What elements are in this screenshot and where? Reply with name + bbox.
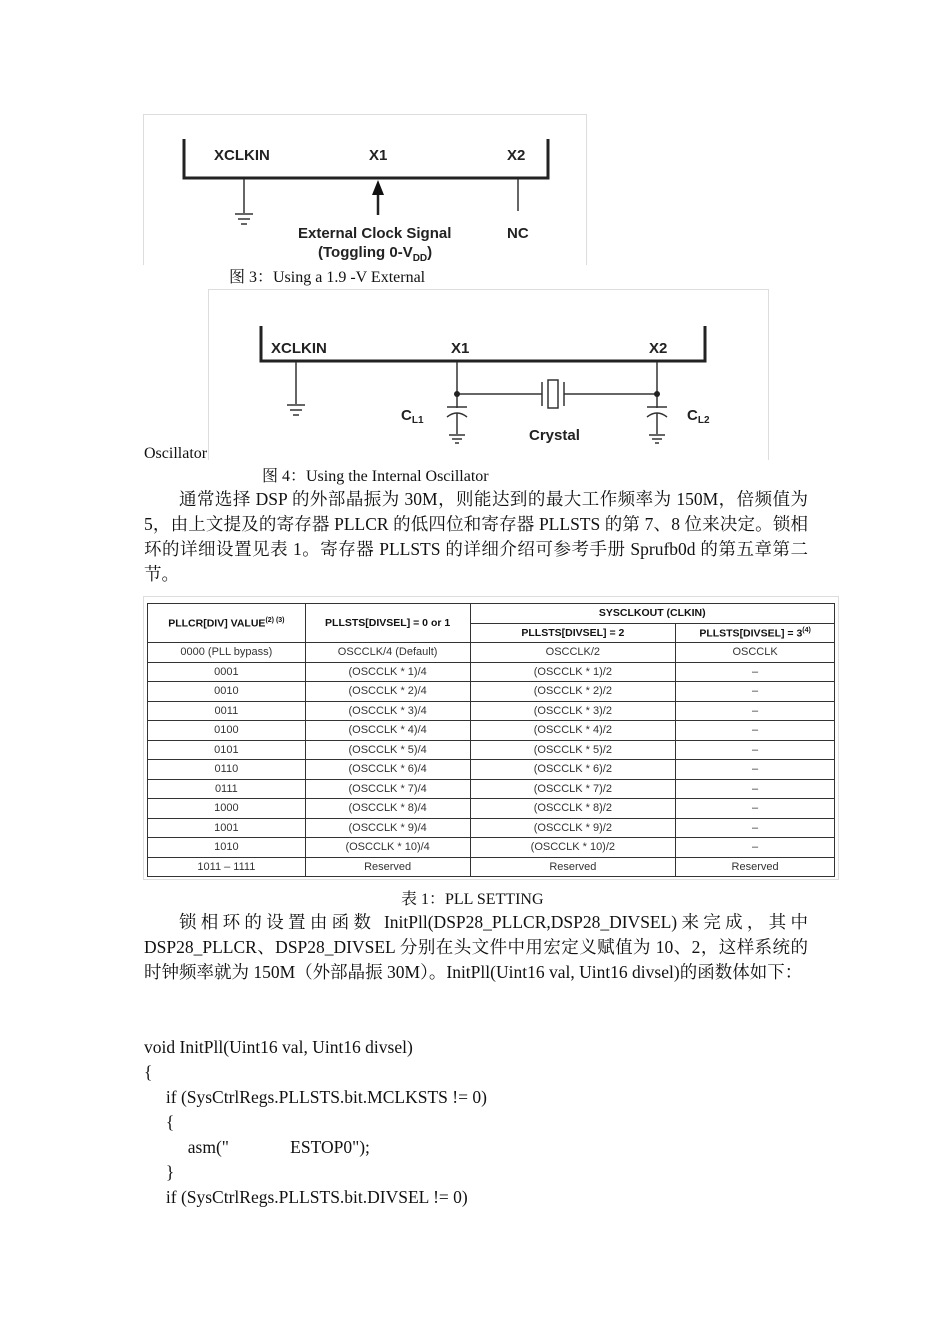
code-block	[144, 1035, 487, 1210]
table-cell: OSCCLK/4 (Default)	[305, 643, 470, 663]
arrow-up-icon	[372, 180, 384, 215]
figure-3-external-clock	[143, 114, 587, 265]
table-cell: –	[676, 682, 835, 702]
figure-4-caption: 图 4：Using the Internal Oscillator	[262, 468, 489, 485]
table-cell: –	[676, 721, 835, 741]
table-cell: 0111	[148, 779, 306, 799]
table-cell: –	[676, 760, 835, 780]
table-cell: 0101	[148, 740, 306, 760]
pin-x2-label: X2	[649, 340, 668, 357]
table-row	[148, 682, 835, 702]
table-row	[148, 857, 835, 877]
external-clock-signal-label: External Clock Signal	[298, 225, 452, 242]
table-cell: (OSCCLK * 10)/4	[305, 838, 470, 858]
table-cell: (OSCCLK * 1)/2	[470, 662, 676, 682]
code-line: if (SysCtrlRegs.PLLSTS.bit.DIVSEL != 0)	[144, 1187, 468, 1207]
capacitor-cl2-icon	[647, 407, 667, 443]
table-cell: 0000 (PLL bypass)	[148, 643, 306, 663]
pin-x2-label: X2	[507, 147, 526, 164]
cl1-label: $C_{L1}$	[401, 407, 424, 426]
code-line: }	[144, 1162, 175, 1182]
crystal-oscillator-schematic	[209, 290, 768, 460]
table-row	[148, 818, 835, 838]
pin-x1-label: X1	[451, 340, 470, 357]
table-cell: 0011	[148, 701, 306, 721]
header-sysclkout: SYSCLKOUT (CLKIN)	[470, 604, 834, 624]
table-row	[148, 721, 835, 741]
table-cell: OSCCLK/2	[470, 643, 676, 663]
table-row	[148, 760, 835, 780]
table-cell: (OSCCLK * 9)/2	[470, 818, 676, 838]
table-cell: 1010	[148, 838, 306, 858]
table-cell: 1011 – 1111	[148, 857, 306, 877]
pin-x1-label: X1	[369, 147, 388, 164]
cl2-label: $C_{L2}$	[687, 407, 710, 426]
table-row	[148, 701, 835, 721]
table-cell: (OSCCLK * 1)/4	[305, 662, 470, 682]
code-line: void InitPll(Uint16 val, Uint16 divsel)	[144, 1037, 413, 1057]
table-cell: –	[676, 818, 835, 838]
table-cell: (OSCCLK * 6)/2	[470, 760, 676, 780]
table-cell: (OSCCLK * 7)/4	[305, 779, 470, 799]
table-row	[148, 779, 835, 799]
table-cell: (OSCCLK * 8)/4	[305, 799, 470, 819]
figure-3-caption-continued: Oscillator	[144, 445, 208, 462]
pin-xclkin-label: XCLKIN	[271, 340, 327, 357]
table-cell: –	[676, 779, 835, 799]
paragraph-initpll: 锁相环的设置由函数 InitPll(DSP28_PLLCR,DSP28_DIVSEL)来完成，其中 DSP28_PLLCR、DSP28_DIVSEL 分别在头文件中用宏定义赋值为 10、2，这样系统的时钟频率就为 150M（外部晶振 30M）。InitPll(Uint16 val, Uint16 divsel)的函数体如下：	[144, 912, 808, 982]
table-row	[148, 799, 835, 819]
table-cell: OSCCLK	[676, 643, 835, 663]
table-row	[148, 838, 835, 858]
table-cell: (OSCCLK * 2)/4	[305, 682, 470, 702]
figure-4-internal-oscillator	[208, 289, 769, 460]
table-cell: (OSCCLK * 10)/2	[470, 838, 676, 858]
table-cell: (OSCCLK * 4)/4	[305, 721, 470, 741]
crystal-icon	[548, 380, 558, 408]
nc-label: NC	[507, 225, 529, 242]
table-cell: 0110	[148, 760, 306, 780]
header-pllcr-div: PLLCR[DIV] $VALUE^{(2) (3)}$	[148, 604, 306, 643]
code-line: if (SysCtrlRegs.PLLSTS.bit.MCLKSTS != 0)	[144, 1087, 487, 1107]
table-row	[148, 662, 835, 682]
table-cell: 1000	[148, 799, 306, 819]
code-line: {	[144, 1112, 175, 1132]
code-line: asm(" ESTOP0");	[144, 1137, 370, 1157]
table-cell: 0100	[148, 721, 306, 741]
table-cell: –	[676, 799, 835, 819]
code-line: {	[144, 1062, 153, 1082]
pll-setting-table-image	[143, 596, 839, 880]
table-cell: (OSCCLK * 4)/2	[470, 721, 676, 741]
table-cell: (OSCCLK * 3)/4	[305, 701, 470, 721]
table-cell: –	[676, 701, 835, 721]
table-cell: (OSCCLK * 5)/4	[305, 740, 470, 760]
header-divsel-3: PLLSTS[DIVSEL] = $3^{(4)}$	[676, 623, 835, 643]
header-divsel-2: PLLSTS[DIVSEL] = 2	[470, 623, 676, 643]
ground-icon	[287, 362, 305, 415]
paragraph-crystal-frequency: 通常选择 DSP 的外部晶振为 30M，则能达到的最大工作频率为 150M，倍频值为 5，由上文提及的寄存器 PLLCR 的低四位和寄存器 PLLSTS 的第 7、8 位来决定。锁相环的详细设置见表 1。寄存器 PLLSTS 的详细介绍可参考手册 Sprufb0d 的第五章第二节。	[144, 489, 808, 584]
table-cell: (OSCCLK * 5)/2	[470, 740, 676, 760]
table-cell: –	[676, 662, 835, 682]
table-cell: (OSCCLK * 9)/4	[305, 818, 470, 838]
table-cell: (OSCCLK * 2)/2	[470, 682, 676, 702]
table-cell: (OSCCLK * 3)/2	[470, 701, 676, 721]
table-cell: (OSCCLK * 6)/4	[305, 760, 470, 780]
table-cell: 0001	[148, 662, 306, 682]
pll-setting-table	[147, 603, 835, 877]
crystal-label: Crystal	[529, 427, 580, 444]
table-cell: 0010	[148, 682, 306, 702]
table-row	[148, 740, 835, 760]
table-cell: 1001	[148, 818, 306, 838]
table-cell: (OSCCLK * 7)/2	[470, 779, 676, 799]
table-cell: Reserved	[470, 857, 676, 877]
pin-xclkin-label: XCLKIN	[214, 147, 270, 164]
figure-3-caption: 图 3：Using a 1.9 -V External	[229, 269, 426, 286]
table-cell: Reserved	[676, 857, 835, 877]
table-row	[148, 643, 835, 663]
table-cell: –	[676, 740, 835, 760]
toggling-label: (Toggling $0-V_{DD}$)	[318, 244, 433, 264]
external-clock-schematic	[144, 115, 586, 265]
header-divsel-0-1: PLLSTS[DIVSEL] = 0 or 1	[305, 604, 470, 643]
table-cell: (OSCCLK * 8)/2	[470, 799, 676, 819]
table-cell: –	[676, 838, 835, 858]
table-cell: Reserved	[305, 857, 470, 877]
capacitor-cl1-icon	[447, 407, 467, 443]
ground-icon	[235, 179, 253, 224]
table-1-caption: 表 1：PLL SETTING	[401, 891, 544, 908]
